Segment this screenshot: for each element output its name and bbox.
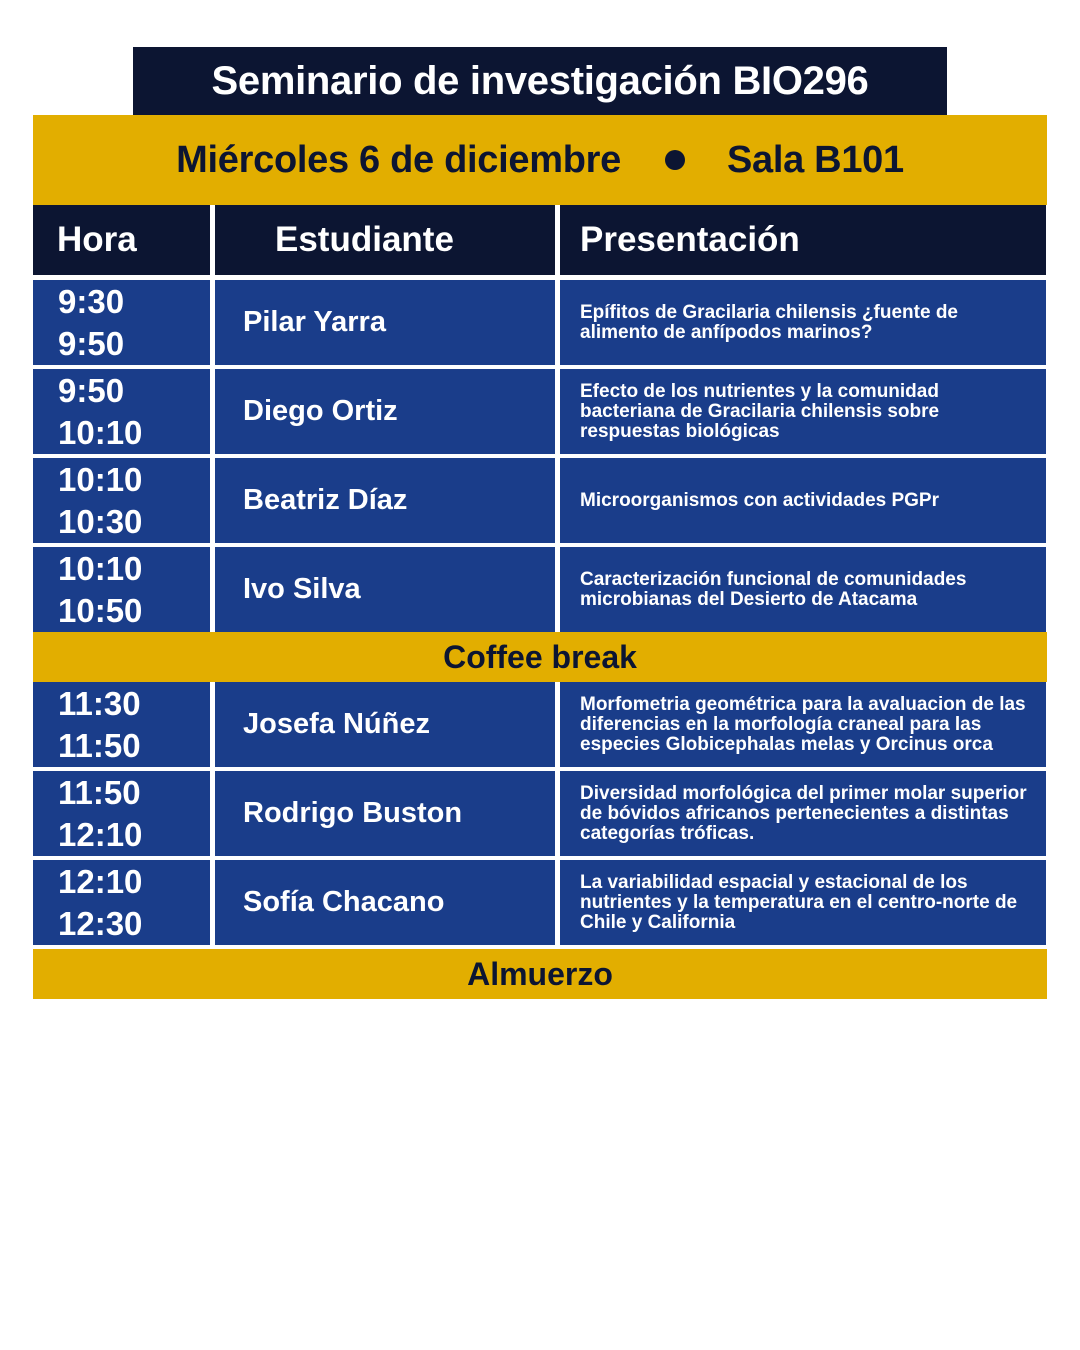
start-time: 9:50 [58,371,125,409]
end-time: 9:50 [58,324,125,362]
student-name: Ivo Silva [215,547,555,632]
start-time: 11:30 [58,684,141,722]
page-title: Seminario de investigación BIO296 [133,47,947,115]
student-name: Sofía Chacano [215,860,555,945]
table-header [33,205,1047,275]
presentation-title: Caracterización funcional de comunidades microbianas del Desierto de Atacama [560,547,1046,632]
header-time: Hora [33,205,210,275]
table-row [33,682,1047,767]
end-time: 10:50 [58,591,143,629]
coffee-break-row: Coffee break [33,632,1047,682]
end-time: 12:10 [58,815,143,853]
time-cell [33,458,210,543]
student-name: Pilar Yarra [215,280,555,365]
student-name: Beatriz Díaz [215,458,555,543]
presentation-title: Efecto de los nutrientes y la comunidad bacteriana de Gracilaria chilensis sobre respuestas biológicas [560,369,1046,454]
table-row [33,860,1047,945]
presentation-title: Diversidad morfológica del primer molar superior de bóvidos africanos pertenecientes a distintas categorías tróficas. [560,771,1046,856]
header-presentation: Presentación [560,205,1046,275]
student-name: Josefa Núñez [215,682,555,767]
end-time: 10:30 [58,502,143,540]
time-cell [33,280,210,365]
presentation-title: Microorganismos con actividades PGPr [560,458,1046,543]
date-room-banner [33,115,1047,205]
time-cell [33,682,210,767]
table-row [33,369,1047,454]
presentation-title: Morfometria geométrica para la avaluacion de las diferencias en la morfología craneal para las especies Globicephalas melas y Orcinus orca [560,682,1046,767]
presentation-title: Epífitos de Gracilaria chilensis ¿fuente de alimento de anfípodos marinos? [560,280,1046,365]
table-row [33,280,1047,365]
header-student: Estudiante [215,205,555,275]
start-time: 10:10 [58,549,143,587]
time-cell [33,547,210,632]
student-name: Diego Ortiz [215,369,555,454]
time-cell [33,369,210,454]
event-date: Miércoles 6 de diciembre [176,138,621,181]
event-room: Sala B101 [726,138,904,181]
start-time: 10:10 [58,460,143,498]
lunch-row: Almuerzo [33,949,1047,999]
start-time: 9:30 [58,282,125,320]
table-row [33,458,1047,543]
time-cell [33,860,210,945]
time-cell [33,771,210,856]
bullet-separator [665,150,685,170]
table-row [33,547,1047,632]
end-time: 12:30 [58,904,143,942]
start-time: 11:50 [58,773,141,811]
end-time: 11:50 [58,726,141,764]
schedule-table [33,205,1047,999]
start-time: 12:10 [58,862,143,900]
student-name: Rodrigo Buston [215,771,555,856]
end-time: 10:10 [58,413,143,451]
table-row [33,771,1047,856]
presentation-title: La variabilidad espacial y estacional de los nutrientes y la temperatura en el centro-norte de Chile y California [560,860,1046,945]
